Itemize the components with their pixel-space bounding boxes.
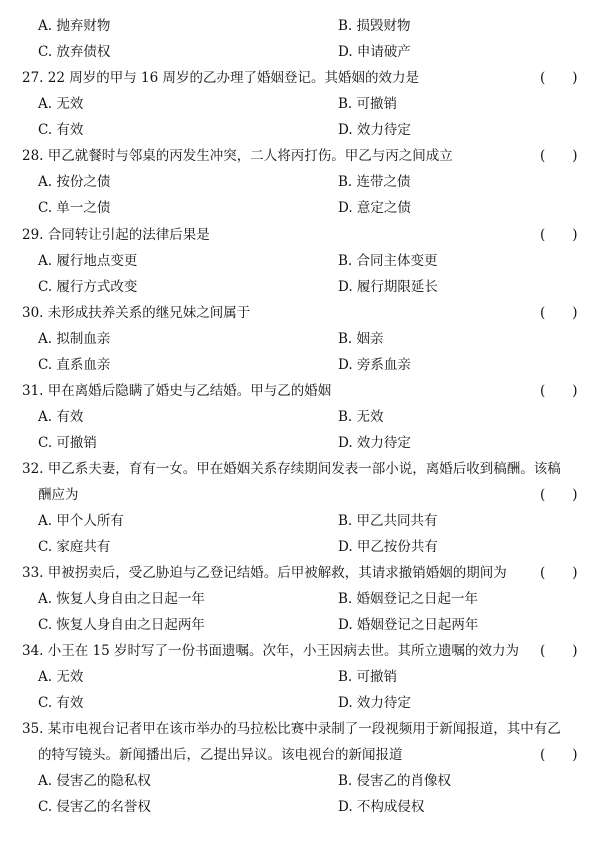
option-c: C. 家庭共有: [38, 539, 111, 555]
option-b: B. 甲乙共同共有: [338, 513, 438, 529]
option-c: C. 有效: [38, 695, 84, 711]
option-a: A. 无效: [38, 669, 84, 685]
option-d: D. 婚姻登记之日起两年: [338, 617, 479, 633]
option-d: D. 效力待定: [338, 695, 411, 711]
option-d: D. 旁系血亲: [338, 357, 411, 373]
option-b: B. 婚姻登记之日起一年: [338, 591, 479, 607]
option-b: B. 损毁财物: [338, 18, 411, 34]
option-c: C. 履行方式改变: [38, 279, 138, 295]
answer-bracket: ( ): [540, 565, 578, 581]
question-30-stem: 30. 未形成扶养关系的继兄妹之间属于: [22, 305, 251, 321]
question-34-stem: 34. 小王在 15 岁时写了一份书面遗嘱。次年，小王因病去世。其所立遗嘱的效力为: [22, 643, 520, 659]
option-a: A. 抛弃财物: [38, 18, 111, 34]
option-b: B. 可撤销: [338, 669, 398, 685]
question-33-stem: 33. 甲被拐卖后，受乙胁迫与乙登记结婚。后甲被解救，其请求撤销婚姻的期间为: [22, 565, 507, 581]
option-b: B. 可撤销: [338, 96, 398, 112]
option-c: C. 可撤销: [38, 435, 97, 451]
option-a: A. 无效: [38, 96, 84, 112]
question-35-stem-line-1: 35. 某市电视台记者甲在该市举办的马拉松比赛中录制了一段视频用于新闻报道，其中有乙: [22, 721, 561, 737]
option-d: D. 意定之债: [338, 200, 411, 216]
option-b: B. 连带之债: [338, 174, 411, 190]
answer-bracket: ( ): [540, 487, 578, 503]
question-27-stem: 27. 22 周岁的甲与 16 周岁的乙办理了婚姻登记。其婚姻的效力是: [22, 70, 419, 86]
question-32-stem-line-1: 32. 甲乙系夫妻，育有一女。甲在婚姻关系存续期间发表一部小说，离婚后收到稿酬。该稿: [22, 461, 561, 477]
question-31-stem: 31. 甲在离婚后隐瞒了婚史与乙结婚。甲与乙的婚姻: [22, 383, 332, 399]
option-a: A. 有效: [38, 409, 84, 425]
question-29-stem: 29. 合同转让引起的法律后果是: [22, 227, 210, 243]
option-d: D. 履行期限延长: [338, 279, 438, 295]
option-b: B. 侵害乙的肖像权: [338, 773, 452, 789]
option-a: A. 拟制血亲: [38, 331, 111, 347]
answer-bracket: ( ): [540, 747, 578, 763]
option-a: A. 按份之债: [38, 174, 111, 190]
option-d: D. 甲乙按份共有: [338, 539, 438, 555]
option-a: A. 履行地点变更: [38, 253, 138, 269]
option-d: D. 不构成侵权: [338, 799, 425, 815]
question-28-stem: 28. 甲乙就餐时与邻桌的丙发生冲突，二人将丙打伤。甲乙与丙之间成立: [22, 148, 453, 164]
option-b: B. 姻亲: [338, 331, 384, 347]
answer-bracket: ( ): [540, 383, 578, 399]
option-a: A. 恢复人身自由之日起一年: [38, 591, 205, 607]
option-b: B. 合同主体变更: [338, 253, 438, 269]
option-d: D. 申请破产: [338, 44, 411, 60]
option-d: D. 效力待定: [338, 435, 411, 451]
option-c: C. 单一之债: [38, 200, 111, 216]
option-c: C. 恢复人身自由之日起两年: [38, 617, 205, 633]
option-c: C. 放弃债权: [38, 44, 111, 60]
question-32-stem-line-2: 酬应为: [38, 487, 79, 503]
option-c: C. 侵害乙的名誉权: [38, 799, 151, 815]
option-c: C. 直系血亲: [38, 357, 111, 373]
answer-bracket: ( ): [540, 305, 578, 321]
option-b: B. 无效: [338, 409, 384, 425]
option-a: A. 侵害乙的隐私权: [38, 773, 151, 789]
answer-bracket: ( ): [540, 70, 578, 86]
option-d: D. 效力待定: [338, 122, 411, 138]
question-35-stem-line-2: 的特写镜头。新闻播出后，乙提出异议。该电视台的新闻报道: [38, 747, 403, 763]
option-a: A. 甲个人所有: [38, 513, 124, 529]
option-c: C. 有效: [38, 122, 84, 138]
answer-bracket: ( ): [540, 148, 578, 164]
answer-bracket: ( ): [540, 227, 578, 243]
answer-bracket: ( ): [540, 643, 578, 659]
